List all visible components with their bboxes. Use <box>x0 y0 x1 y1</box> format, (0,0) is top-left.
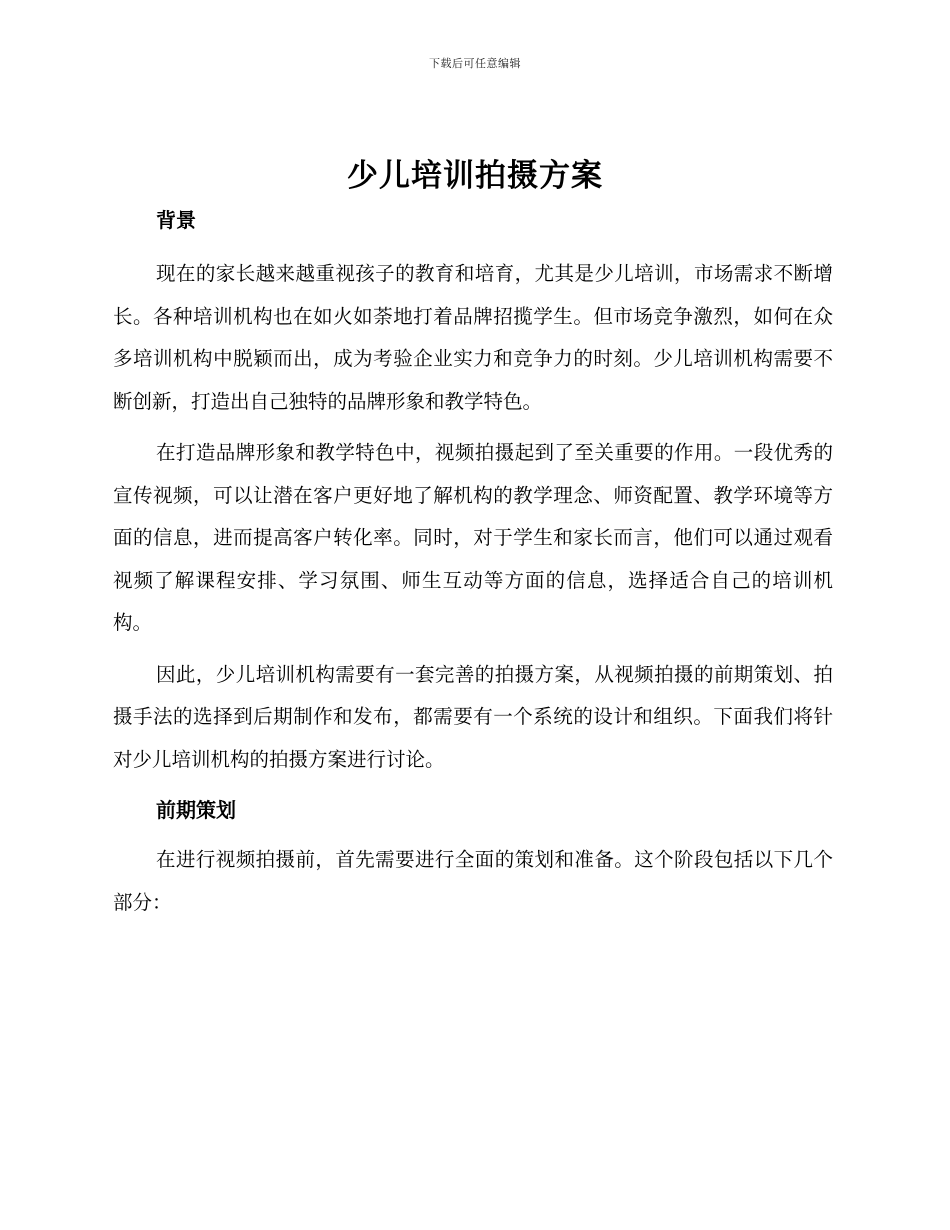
header-note: 下载后可任意编辑 <box>429 57 521 70</box>
paragraph: 因此，少儿培训机构需要有一套完善的拍摄方案，从视频拍摄的前期策划、拍摄手法的选择到后期制作和发布，都需要有一个系统的设计和组织。下面我们将针对少儿培训机构的拍摄方案进行讨论。 <box>113 662 833 771</box>
section-heading-background: 背景 <box>156 208 196 232</box>
document-title: 少儿培训拍摄方案 <box>347 158 603 194</box>
paragraph: 现在的家长越来越重视孩子的教育和培育，尤其是少儿培训，市场需求不断增长。各种培训机构也在如火如荼地打着品牌招揽学生。但市场竞争激烈，如何在众多培训机构中脱颖而出，成为考验企业实力和竞争力的时刻。少儿培训机构需要不断创新，打造出自己独特的品牌形象和教学特色。 <box>113 262 833 413</box>
paragraph: 在进行视频拍摄前，首先需要进行全面的策划和准备。这个阶段包括以下几个部分： <box>113 848 833 914</box>
paragraph: 在打造品牌形象和教学特色中，视频拍摄起到了至关重要的作用。一段优秀的宣传视频，可以让潜在客户更好地了解机构的教学理念、师资配置、教学环境等方面的信息，进而提高客户转化率。同时，对于学生和家长而言，他们可以通过观看视频了解课程安排、学习氛围、师生互动等方面的信息，选择适合自己的培训机构。 <box>113 441 833 634</box>
section-heading-planning: 前期策划 <box>156 798 236 822</box>
document-body <box>113 201 833 933</box>
